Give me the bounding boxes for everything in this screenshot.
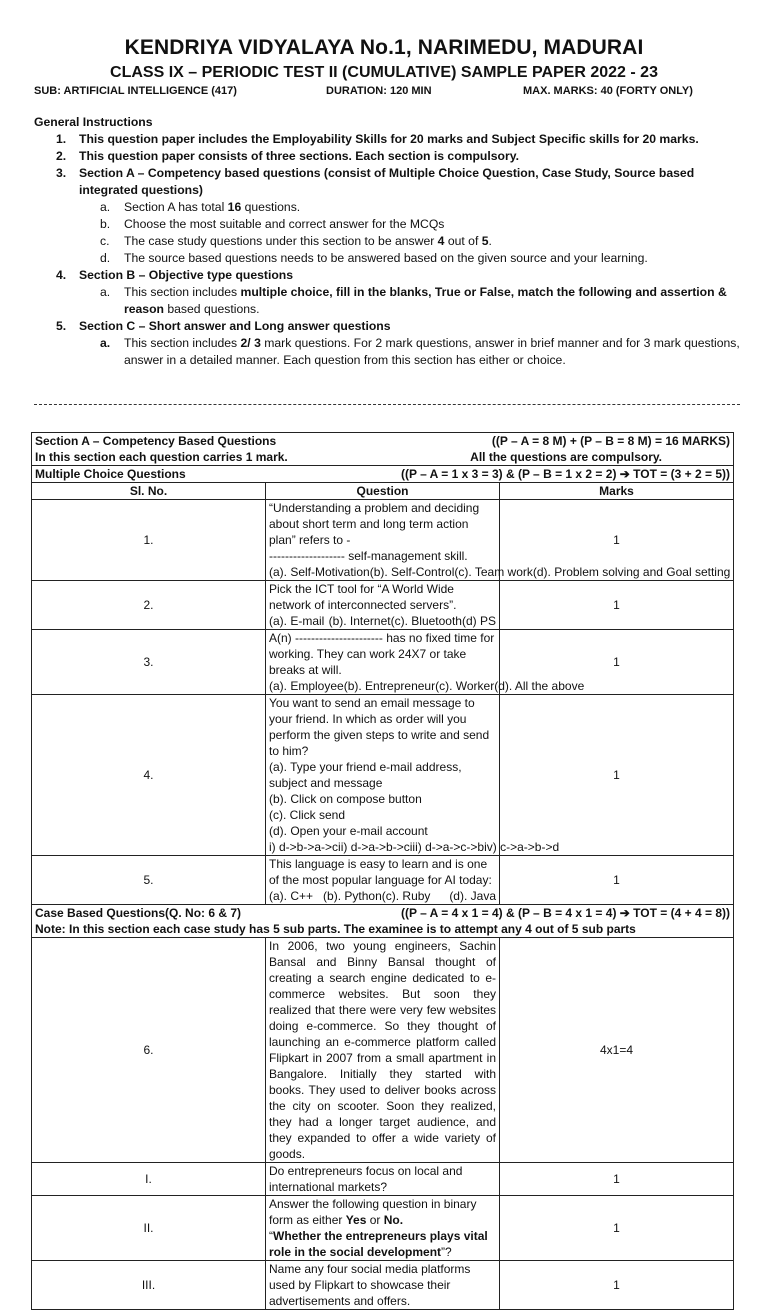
column-header-row — [32, 483, 734, 500]
instructions-heading: General Instructions — [34, 115, 153, 129]
instruction-subitem: b. Choose the most suitable and correct answer for the MCQs — [100, 217, 445, 231]
col-slno: Sl. No. — [32, 483, 266, 500]
sub-question-text: Name any four social media platforms used by Flipkart to showcase their advertisements and offers. — [266, 1261, 500, 1310]
case-marks: ((P – A = 4 x 1 = 4) & (P – B = 4 x 1 = 4) ➔ TOT = (4 + 4 = 8)) — [401, 906, 730, 920]
max-marks-label: MAX. MARKS: 40 (FORTY ONLY) — [523, 85, 693, 97]
question-marks: 1 — [500, 630, 734, 695]
sub-question-row — [32, 1163, 734, 1196]
mcq-header-row — [32, 466, 734, 483]
case-title: Case Based Questions(Q. No: 6 & 7) — [35, 906, 242, 920]
instruction-subitem: a. This section includes multiple choice, fill in the blanks, True or False, match the following and assertion & reason based questions. — [100, 285, 727, 316]
sub-question-number: III. — [32, 1261, 266, 1310]
options: i) d->b->a->c ii) d->a->b->c iii) d->a->c->b iv) c->a->b->d — [269, 840, 560, 854]
options: (a). Employee (b). Entrepreneur (c). Worker (d). All the above — [269, 679, 585, 693]
question-number: 1. — [32, 500, 266, 581]
school-title: KENDRIYA VIDYALAYA No.1, NARIMEDU, MADURAI — [124, 36, 644, 59]
section-a-note-right: All the questions are compulsory. — [470, 450, 662, 464]
question-marks: 1 — [500, 856, 734, 905]
sub-question-number: I. — [32, 1163, 266, 1196]
question-marks: 1 — [500, 1261, 734, 1310]
question-number: 2. — [32, 581, 266, 630]
question-marks: 1 — [500, 581, 734, 630]
question-marks: 1 — [500, 1196, 734, 1261]
question-number: 6. — [32, 938, 266, 1163]
general-instructions — [34, 114, 744, 369]
sub-question-text: Do entrepreneurs focus on local and international markets? — [266, 1163, 500, 1196]
question-marks: 1 — [500, 695, 734, 856]
instruction-subitem: a. Section A has total 16 questions. — [100, 200, 301, 214]
col-marks: Marks — [500, 483, 734, 500]
subject-label: SUB: ARTIFICIAL INTELLIGENCE (417) — [34, 85, 237, 97]
case-header-row — [32, 905, 734, 938]
options: (a). Self-Motivation (b). Self-Control (c). Team work (d). Problem solving and Goal setting — [269, 565, 731, 579]
arrow-icon: ➔ — [619, 906, 630, 920]
question-row — [32, 695, 734, 856]
question-row — [32, 856, 734, 905]
question-row — [32, 500, 734, 581]
question-row — [32, 630, 734, 695]
question-row — [32, 581, 734, 630]
instruction-item: 3. Section A – Competency based questions (consist of Multiple Choice Question, Case Study, Source based integrated questions) — [56, 166, 695, 197]
question-number: 4. — [32, 695, 266, 856]
instruction-subitem: c. The case study questions under this section to be answer 4 out of 5. — [100, 234, 492, 248]
options: (a). E-mail (b). Internet (c). Bluetooth (d) PS — [269, 614, 496, 628]
arrow-icon: ➔ — [619, 467, 630, 481]
instruction-item: 5. Section C – Short answer and Long answer questions — [56, 319, 391, 333]
question-marks: 1 — [500, 500, 734, 581]
instruction-item: 1. This question paper includes the Employability Skills for 20 marks and Subject Specific skills for 20 marks. — [56, 132, 699, 146]
sub-question-row — [32, 1196, 734, 1261]
col-question: Question — [266, 483, 500, 500]
instruction-item: 4. Section B – Objective type questions — [56, 268, 294, 282]
question-text: You want to send an email message to your friend. In which as order will you perform the given steps to write and send to him? (a). Type your friend e-mail address, subject and message (b). Click on compose button (c). Click send (d). Open your e-mail account i) d->b->a->c ii) d->a->b->c iii) d->a->c->b iv) c->a->b->d — [266, 695, 500, 856]
instruction-subitem: d. The source based questions needs to be answered based on the given source and your learning. — [100, 251, 648, 265]
question-text: Pick the ICT tool for “A World Wide network of interconnected servers”. (a). E-mail (b). Internet (c). Bluetooth (d) PS — [266, 581, 500, 630]
question-marks: 4x1=4 — [500, 938, 734, 1163]
section-divider — [34, 404, 740, 405]
question-text: “Understanding a problem and deciding about short term and long term action plan” refers to - ------------------- self-management skill. (a). Self-Motivation (b). Self-Control (c). Team work (d). Problem solving and Goal setting — [266, 500, 500, 581]
question-table — [31, 432, 734, 1310]
mcq-title: Multiple Choice Questions — [35, 467, 186, 481]
question-text: A(n) ---------------------- has no fixed time for working. They can work 24X7 or take breaks at will. (a). Employee (b). Entrepreneur (c). Worker (d). All the above — [266, 630, 500, 695]
section-a-note: In this section each question carries 1 mark. — [35, 450, 288, 464]
case-passage: In 2006, two young engineers, Sachin Bansal and Binny Bansal thought of creating a search engine dedicated to e-commerce websites. But soon they realized that there were very few websites doing e-commerce. So they thought of launching an e-commerce platform called Flipkart in 2007 from a small apartment in Bangalore. Initially they started with books. They used to deliver books across the city on scooter. Soon they realized, they had a longer target audience, and they expanded to offer a wide variety of goods. — [266, 938, 500, 1163]
sub-question-row — [32, 1261, 734, 1310]
case-note: Note: In this section each case study has 5 sub parts. The examinee is to attempt any 4 out of 5 sub parts — [35, 922, 636, 936]
section-a-title: Section A – Competency Based Questions — [35, 434, 277, 448]
sub-question-text: Answer the following question in binary form as either Yes or No. “Whether the entrepreneurs plays vital role in the social development”? — [266, 1196, 500, 1261]
question-text: This language is easy to learn and is one of the most popular language for AI today: (a). C++ (b). Python (c). Ruby (d). Java — [266, 856, 500, 905]
options: (a). C++ (b). Python (c). Ruby (d). Java — [269, 889, 496, 903]
section-header-row — [32, 433, 734, 466]
case-row — [32, 938, 734, 1163]
question-number: 3. — [32, 630, 266, 695]
sub-question-number: II. — [32, 1196, 266, 1261]
instruction-item: 2. This question paper consists of three sections. Each section is compulsory. — [56, 149, 519, 163]
question-number: 5. — [32, 856, 266, 905]
instruction-subitem: a. This section includes 2/ 3 mark questions. For 2 mark questions, answer in brief manner and for 3 mark questions, answer in a detailed manner. Each question from this section has either or choice. — [100, 336, 740, 367]
question-marks: 1 — [500, 1163, 734, 1196]
mcq-marks: ((P – A = 1 x 3 = 3) & (P – B = 1 x 2 = 2) ➔ TOT = (3 + 2 = 5)) — [401, 467, 730, 481]
duration-label: DURATION: 120 MIN — [326, 85, 432, 97]
section-a-marks: ((P – A = 8 M) + (P – B = 8 M) = 16 MARKS) — [491, 434, 730, 448]
exam-title: CLASS IX – PERIODIC TEST II (CUMULATIVE) SAMPLE PAPER 2022 - 23 — [110, 64, 658, 81]
paper-meta — [34, 85, 734, 101]
